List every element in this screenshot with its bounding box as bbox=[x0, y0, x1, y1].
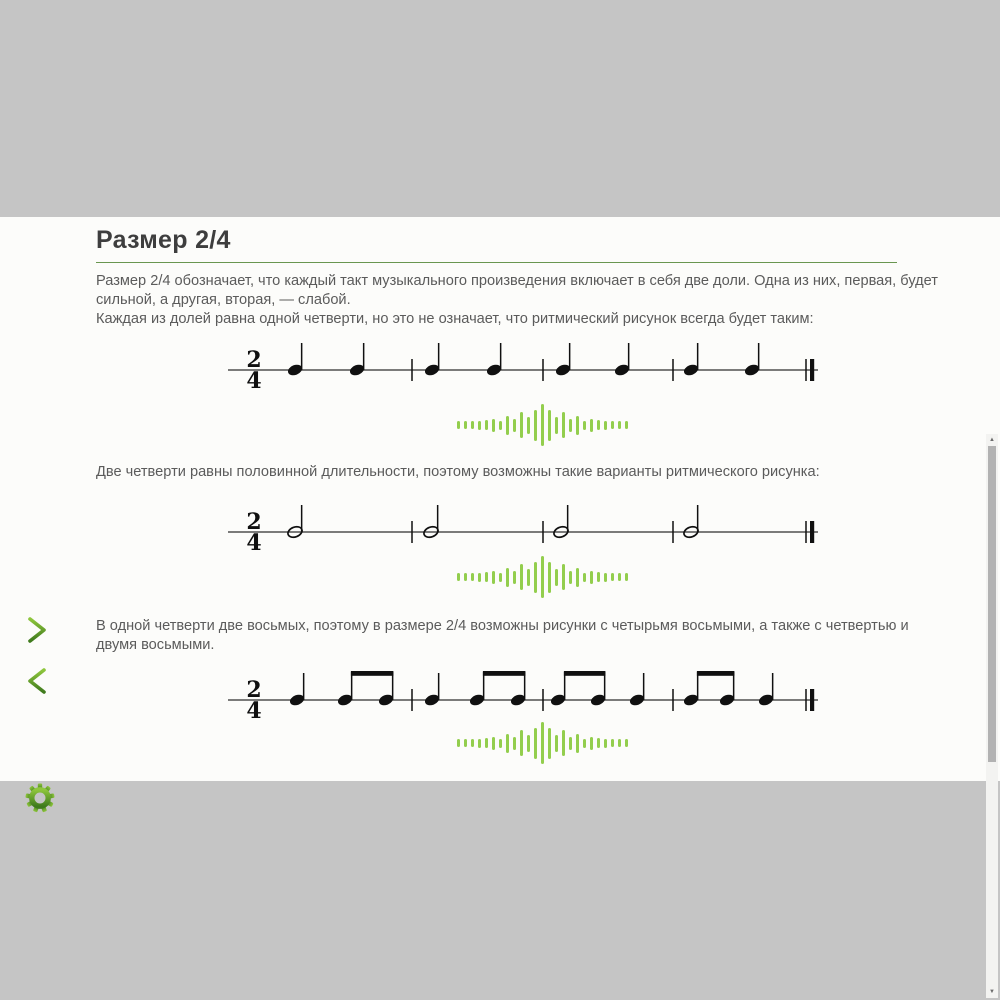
chevron-right-icon bbox=[26, 616, 48, 644]
waveform-bar bbox=[583, 421, 586, 430]
waveform-bar bbox=[457, 573, 460, 581]
half-notes-paragraph bbox=[96, 463, 952, 482]
audio-waveform-player-1[interactable] bbox=[454, 402, 630, 448]
waveform-bar bbox=[485, 572, 488, 582]
waveform-bar bbox=[534, 410, 537, 441]
waveform-bar bbox=[569, 737, 572, 750]
waveform-bar bbox=[499, 573, 502, 582]
waveform-bar bbox=[604, 421, 607, 430]
intro-text: Размер 2/4 обозначает, что каждый такт музыкального произведения включает в себя две доли. Одна из них, первая, будет сильной, а другая, вторая, — слабой. bbox=[96, 273, 938, 308]
waveform-bar bbox=[562, 412, 565, 438]
waveform-bar bbox=[506, 734, 509, 753]
waveform-bar bbox=[471, 739, 474, 747]
page-title: Размер 2/4 bbox=[96, 226, 231, 254]
waveform-bar bbox=[597, 572, 600, 582]
waveform-bar bbox=[548, 728, 551, 759]
gear-icon bbox=[24, 782, 56, 814]
waveform-bar bbox=[625, 573, 628, 581]
waveform-bar bbox=[464, 421, 467, 429]
waveform-bar bbox=[604, 739, 607, 748]
waveform-bar bbox=[492, 571, 495, 584]
waveform-bar bbox=[576, 734, 579, 753]
waveform-bar bbox=[555, 735, 558, 752]
waveform-bar bbox=[471, 573, 474, 581]
waveform-bar bbox=[485, 738, 488, 748]
intro-text-2: Каждая из долей равна одной четверти, но это не означает, что ритмический рисунок всегда будет таким: bbox=[96, 310, 814, 327]
waveform-bar bbox=[541, 404, 544, 446]
waveform-bar bbox=[478, 739, 481, 748]
waveform-bar bbox=[590, 737, 593, 750]
waveform-bar bbox=[562, 564, 565, 590]
next-page-button[interactable] bbox=[26, 616, 48, 644]
waveform-bar bbox=[485, 420, 488, 430]
waveform-bar bbox=[506, 416, 509, 435]
waveform-bar bbox=[513, 571, 516, 584]
waveform-bar bbox=[534, 728, 537, 759]
waveform-bar bbox=[611, 573, 614, 581]
waveform-bar bbox=[618, 739, 621, 747]
waveform-bar bbox=[492, 737, 495, 750]
waveform-bar bbox=[520, 564, 523, 590]
waveform-bar bbox=[618, 421, 621, 429]
eighth-notes-paragraph bbox=[96, 617, 952, 655]
waveform-bar bbox=[478, 421, 481, 430]
waveform-bar bbox=[541, 722, 544, 764]
waveform-bar bbox=[499, 421, 502, 430]
waveform-bar bbox=[527, 569, 530, 586]
waveform-bar bbox=[464, 739, 467, 747]
waveform-bar bbox=[590, 571, 593, 584]
eighth-notes-text: В одной четверти две восьмых, поэтому в размере 2/4 возможны рисунки с четырьмя восьмыми, а также с четвертью и двумя восьмыми. bbox=[96, 618, 909, 653]
waveform-bar bbox=[583, 573, 586, 582]
waveform-bar bbox=[541, 556, 544, 598]
waveform-bar bbox=[513, 737, 516, 750]
waveform-bar bbox=[471, 421, 474, 429]
waveform-bar bbox=[562, 730, 565, 756]
waveform-bar bbox=[548, 562, 551, 593]
svg-text:2: 2 bbox=[246, 509, 262, 535]
waveform-bar bbox=[625, 739, 628, 747]
waveform-bar bbox=[520, 412, 523, 438]
waveform-bar bbox=[534, 562, 537, 593]
waveform-bar bbox=[527, 735, 530, 752]
audio-waveform-player-2[interactable] bbox=[454, 554, 630, 600]
waveform-bar bbox=[513, 419, 516, 432]
staff-quarter-notes bbox=[0, 335, 1000, 405]
waveform-bar bbox=[555, 417, 558, 434]
svg-text:2: 2 bbox=[246, 347, 262, 373]
title-divider bbox=[96, 262, 897, 263]
half-notes-text: Две четверти равны половинной длительности, поэтому возможны такие варианты ритмического рисунка: bbox=[96, 464, 820, 480]
waveform-bar bbox=[597, 738, 600, 748]
waveform-bar bbox=[499, 739, 502, 748]
audio-waveform-player-3[interactable] bbox=[454, 720, 630, 766]
scroll-up-arrow[interactable]: ▲ bbox=[989, 437, 995, 443]
waveform-bar bbox=[464, 573, 467, 581]
waveform-bar bbox=[576, 416, 579, 435]
waveform-bar bbox=[478, 573, 481, 582]
waveform-bar bbox=[457, 739, 460, 747]
svg-text:4: 4 bbox=[246, 368, 262, 394]
waveform-bar bbox=[625, 421, 628, 429]
waveform-bar bbox=[506, 568, 509, 587]
waveform-bar bbox=[569, 419, 572, 432]
waveform-bar bbox=[590, 419, 593, 432]
waveform-bar bbox=[457, 421, 460, 429]
waveform-bar bbox=[583, 739, 586, 748]
waveform-bar bbox=[492, 419, 495, 432]
settings-button[interactable] bbox=[24, 782, 56, 814]
svg-text:4: 4 bbox=[246, 698, 262, 724]
waveform-bar bbox=[597, 420, 600, 430]
waveform-bar bbox=[611, 739, 614, 747]
waveform-bar bbox=[569, 571, 572, 584]
waveform-bar bbox=[548, 410, 551, 441]
svg-text:2: 2 bbox=[246, 677, 262, 703]
svg-text:4: 4 bbox=[246, 530, 262, 556]
waveform-bar bbox=[527, 417, 530, 434]
waveform-bar bbox=[618, 573, 621, 581]
intro-paragraph bbox=[96, 272, 952, 328]
scroll-down-arrow[interactable]: ▼ bbox=[989, 989, 995, 995]
waveform-bar bbox=[520, 730, 523, 756]
waveform-bar bbox=[604, 573, 607, 582]
waveform-bar bbox=[555, 569, 558, 586]
waveform-bar bbox=[611, 421, 614, 429]
waveform-bar bbox=[576, 568, 579, 587]
